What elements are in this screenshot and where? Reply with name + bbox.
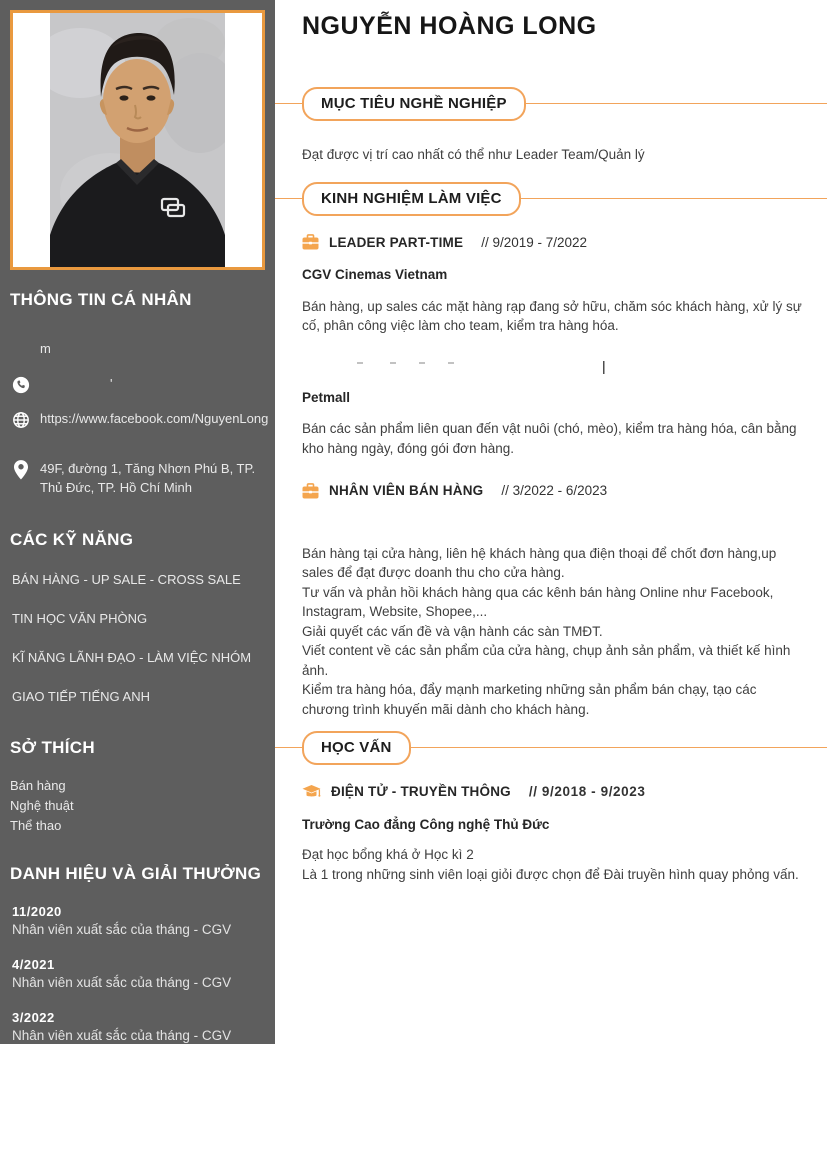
page-title: NGUYỄN HOÀNG LONG xyxy=(302,12,597,40)
job-description-line: Viết content về các sản phẩm của cửa hàng, chụp ảnh sản phẩm, và thiết kế hình ảnh. xyxy=(302,643,791,678)
experience-heading: KINH NGHIỆM LÀM VIỆC xyxy=(302,182,521,216)
briefcase-icon xyxy=(302,483,319,499)
job-title: LEADER PART-TIME xyxy=(329,234,464,250)
award-entry xyxy=(12,1010,275,1043)
address-row xyxy=(12,459,275,497)
awards-title: DANH HIỆU VÀ GIẢI THƯỞNG xyxy=(10,864,262,883)
school-name: Trường Cao đẳng Công nghệ Thủ Đức xyxy=(302,816,550,832)
job-description: Bán các sản phẩm liên quan đến vật nuôi (chó, mèo), kiểm tra hàng hóa, cân bằng kho hàng ngày, đóng gói đơn hàng. xyxy=(302,421,797,456)
facebook-row xyxy=(12,409,275,428)
education-dates: // 9/2018 - 9/2023 xyxy=(528,784,646,799)
company-name: CGV Cinemas Vietnam xyxy=(302,267,448,282)
personal-info-title: THÔNG TIN CÁ NHÂN xyxy=(10,290,192,309)
main-column xyxy=(275,0,827,884)
award-text: Nhân viên xuất sắc của tháng - CGV xyxy=(12,975,232,990)
location-pin-icon xyxy=(12,459,30,481)
award-date: 11/2020 xyxy=(12,904,62,919)
education-description-line: Là 1 trong những sinh viên loại giỏi được chọn để Đài truyền hình quay phỏng vấn. xyxy=(302,866,799,882)
address-text: 49F, đường 1, Tăng Nhơn Phú B, TP. Thủ Đức, TP. Hồ Chí Minh xyxy=(40,461,256,495)
phone-remnant-text: ' xyxy=(110,376,113,391)
job-title: NHÂN VIÊN BÁN HÀNG xyxy=(329,483,484,498)
portrait-image xyxy=(50,13,225,267)
hobby-item: Thể thao xyxy=(10,818,62,833)
job-description-line: Tư vấn và phản hồi khách hàng qua các kênh bán hàng Online như Facebook, Instagram, Website, Shopee,... xyxy=(302,584,774,619)
briefcase-icon xyxy=(302,234,319,250)
award-text: Nhân viên xuất sắc của tháng - CGV xyxy=(12,1028,232,1043)
redaction-mark xyxy=(390,362,396,364)
education-description xyxy=(302,845,807,884)
redaction-mark xyxy=(448,362,454,364)
section-header-education xyxy=(275,731,827,764)
profile-photo xyxy=(10,10,265,270)
award-entry xyxy=(12,957,275,990)
job-description-line: Bán hàng tại cửa hàng, liên hệ khách hàng qua điện thoại để chốt đơn hàng,up sales để đạt được doanh thu cho cửa hàng. xyxy=(302,545,777,580)
phone-icon xyxy=(12,374,30,396)
degree-title: ĐIỆN TỬ - TRUYỀN THÔNG xyxy=(331,784,511,799)
globe-icon xyxy=(12,409,30,431)
redaction-cursor: | xyxy=(602,357,606,374)
objective-heading: MỤC TIÊU NGHỀ NGHIỆP xyxy=(302,87,526,121)
redacted-job-title-row xyxy=(302,357,807,373)
job-title-row xyxy=(302,481,807,501)
education-description-line: Đạt học bổng khá ở Học kì 2 xyxy=(302,847,474,862)
skills-title: CÁC KỸ NĂNG xyxy=(10,530,134,549)
facebook-link[interactable]: https://www.facebook.com/NguyenLong xyxy=(40,411,269,426)
section-header-experience xyxy=(275,182,827,215)
job-description-line: Kiểm tra hàng hóa, đẩy mạnh marketing những sản phẩm bán chạy, tạo các chương trình khuyến mãi dành cho khách hàng. xyxy=(302,682,757,717)
skill-item: BÁN HÀNG - UP SALE - CROSS SALE xyxy=(12,572,241,587)
job-description-line: Giải quyết các vấn đề và vận hành các sàn TMĐT. xyxy=(302,623,603,639)
graduation-cap-icon xyxy=(302,784,321,800)
award-text: Nhân viên xuất sắc của tháng - CGV xyxy=(12,922,232,937)
skill-item: TIN HỌC VĂN PHÒNG xyxy=(12,611,148,626)
award-entry xyxy=(12,904,275,937)
award-date: 4/2021 xyxy=(12,957,55,972)
education-heading: HỌC VẤN xyxy=(302,731,411,765)
sidebar xyxy=(0,0,275,1044)
email-remnant-text: m xyxy=(40,341,51,356)
education-title-row xyxy=(302,782,807,802)
company-name: Petmall xyxy=(302,389,351,405)
hobby-item: Bán hàng xyxy=(10,778,66,793)
job-dates: // 3/2022 - 6/2023 xyxy=(501,483,608,498)
award-date: 3/2022 xyxy=(12,1010,55,1025)
redaction-mark xyxy=(419,362,425,364)
skill-item: KĨ NĂNG LÃNH ĐẠO - LÀM VIỆC NHÓM xyxy=(12,650,252,665)
redaction-mark xyxy=(357,362,363,364)
job-title-row xyxy=(302,233,807,253)
job-description: Bán hàng, up sales các mặt hàng rạp đang sở hữu, chăm sóc khách hàng, xử lý sự cố, phân công việc làm cho team, kiểm tra hàng hóa. xyxy=(302,298,802,333)
hobbies-title: SỞ THÍCH xyxy=(10,738,95,757)
skill-item: GIAO TIẾP TIẾNG ANH xyxy=(12,689,150,704)
job-description xyxy=(302,544,807,720)
job-dates: // 9/2019 - 7/2022 xyxy=(481,234,588,250)
objective-text: Đạt được vị trí cao nhất có thể như Leader Team/Quản lý xyxy=(302,147,645,162)
hobby-item: Nghệ thuật xyxy=(10,798,74,813)
section-header-objective xyxy=(275,87,827,120)
email-row xyxy=(12,339,275,358)
phone-row xyxy=(12,374,275,393)
